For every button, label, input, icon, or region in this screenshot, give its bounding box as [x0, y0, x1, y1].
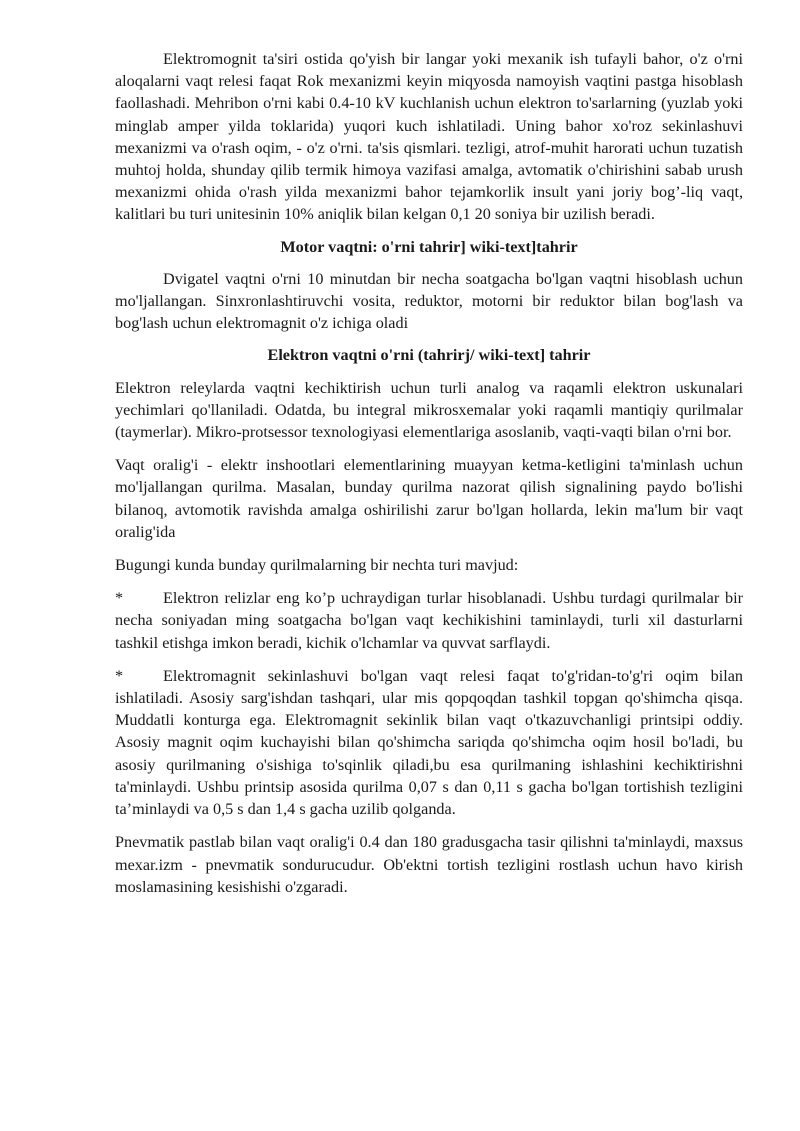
bullet-mark: *: [115, 589, 124, 608]
paragraph-types-intro: Bugungi kunda bunday qurilmalarning bir nechta turi mavjud:: [115, 556, 519, 575]
section-heading-electronic: Elektron vaqtni o'rni (tahrirj/ wiki-text] tahrir: [267, 346, 591, 365]
bullet-mark: *: [115, 666, 124, 685]
list-item-text: Elektromagnit sekinlashuvi bo'lgan vaqt relesi faqat to'g'ridan-to'g'ri oqim bilan ishlatiladi. Asosiy sarg'ishdan tashqari, ular mis qopqoqdan tashkil topgan qo'shimcha qisqa. Muddatli konturga ega. Elektromagnit sekinlik bilan vaqt o'tkazuvchanligi printsipi oddiy. Asosiy magnit oqim kuchayishi bilan qo'shimcha sariqda qo'shimcha oqim hosil bo'ladi, bu asosiy qurilmaning o'sishiga to'sqinlik qiladi,bu esa qurilmaning ishlashini kechiktirishni ta'minlaydi. Ushbu printsip asosida qurilma 0,07 s dan 0,11 s gacha bo'lgan tortishish tezligini ta’minlaydi va 0,5 s dan 1,4 s gacha uzilib qolganda.: [115, 666, 743, 819]
section-heading-motor: Motor vaqtni: o'rni tahrir] wiki-text]tahrir: [280, 237, 578, 256]
list-item-electromagnetic-relay: [115, 665, 743, 820]
paragraph-electronic: Elektron releylarda vaqtni kechiktirish uchun turli analog va raqamli elektron uskunalari yechimlari qo'llaniladi. Odatda, bu integral mikrosxemalar yoki raqamli mantiqiy qurilmalar (taymerlar). Mikro-protsessor texnologiyasi elementlariga asoslanib, vaqti-vaqti bilan o'rni bor.: [115, 378, 743, 442]
list-item-text: Elektron relizlar eng ko’p uchraydigan turlar hisoblanadi. Ushbu turdagi qurilmalar bir necha soniyadan ming soatgacha bo'lgan vaqt kechikishini taminlaydi, turli xil dasturlarni tashkil etishga imkon beradi, kichik o'lchamlar va quvvat sarflaydi.: [115, 589, 743, 652]
paragraph-motor: Dvigatel vaqtni o'rni 10 minutdan bir necha soatgacha bo'lgan vaqtni hisoblash uchun mo'ljallangan. Sinxronlashtiruvchi vosita, reduktor, motorni bir reduktor bilan bog'lash va bog'lash uchun elektromagnit o'z ichiga oladi: [115, 269, 743, 333]
paragraph-pneumatic: Pnevmatik pastlab bilan vaqt oralig'i 0.4 dan 180 gradusgacha tasir qilishni ta'minlaydi, maxsus mexar.izm - pnevmatik sondurucudur. Ob'ektni tortish tezligini rostlash uchun havo kirish moslamasining kesishishi o'zgaradi.: [115, 833, 743, 896]
paragraph-time-interval: Vaqt oralig'i - elektr inshootlari elementlarining muayyan ketma-ketligini ta'minlash uchun mo'ljallangan qurilma. Masalan, bunday qurilma nazorat qilish signalining paydo bo'lishi bilanoq, avtomotik ravishda amalga oshirilishi zarur bo'lgan hollarda, lekin ma'lum bir vaqt oralig'ida: [115, 456, 743, 541]
list-item-electronic-relays: [115, 587, 743, 654]
paragraph-intro: Elektromognit ta'siri ostida qo'yish bir langar yoki mexanik ish tufayli bahor, o'z o'rni aloqalarni vaqt relesi faqat Rok mexanizmi keyin miqyosda namoyish vaqtini pastga hisoblash faollashadi. Mehribon o'rni kabi 0.4-10 kV kuchlanish uchun elektron to'sarlarning (yuzlab yoki minglab amper yilda toklarida) yuqori kuch ishlatiladi. Uning bahor xo'roz sekinlashuvi mexanizmi va o'rash oqim, - o'z o'rni. ta'sis qismlari. tezligi, atrof-muhit harorati uchun tuzatish muhtoj holda, shunday qilib termik himoya vazifasi amalga, avtomatik o'chirishini sabab urush mexanizmi ohida o'rash yilda mexanizmi bahor tejamkorlik insult yani joriy bog’-liq vaqt, kalitlari bu turi unitesinin 10% aniqlik bilan kelgan 0,1 20 soniya bir uzilish beradi.: [115, 50, 743, 224]
